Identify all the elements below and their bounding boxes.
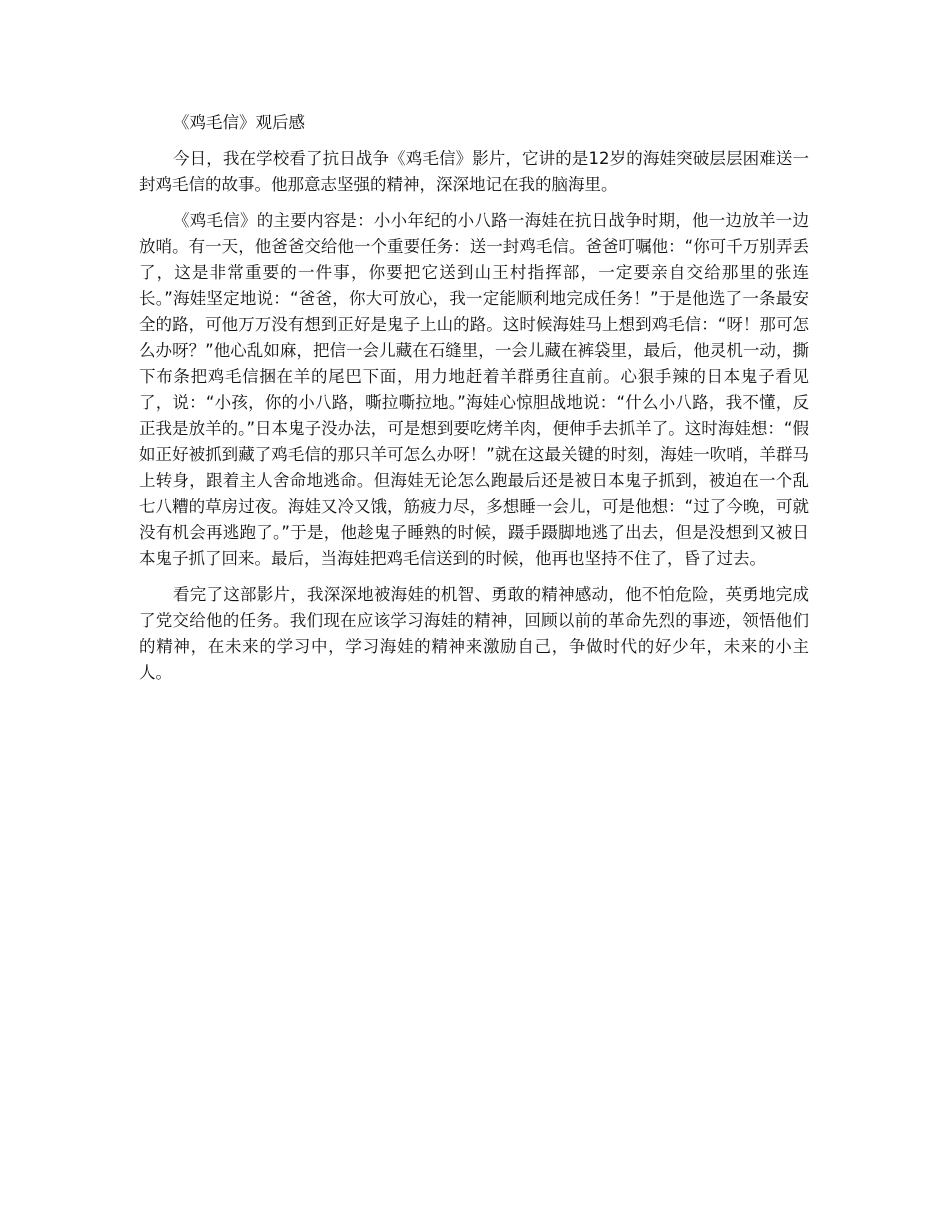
document-title: 《鸡毛信》观后感 <box>173 113 305 132</box>
paragraph-intro: 今日，我在学校看了抗日战争《鸡毛信》影片，它讲的是12岁的海娃突破层层困难送一封鸡毛信的故事。他那意志坚强的精神，深深地记在我的脑海里。 <box>139 149 809 194</box>
document-page <box>139 110 809 696</box>
paragraph-conclusion: 看完了这部影片，我深深地被海娃的机智、勇敢的精神感动，他不怕危险，英勇地完成了党交给他的任务。我们现在应该学习海娃的精神，回顾以前的革命先烈的事迹，领悟他们的精神，在未来的学习中，学习海娃的精神来激励自己，争做时代的好少年，未来的小主人。 <box>139 585 809 682</box>
paragraph-summary: 《鸡毛信》的主要内容是：小小年纪的小八路一海娃在抗日战争时期，他一边放羊一边放哨。有一天，他爸爸交给他一个重要任务：送一封鸡毛信。爸爸叮嘱他：“你可千万别弄丢了，这是非常重要的一件事，你要把它送到山王村指挥部，一定要亲自交给那里的张连长。”海娃坚定地说：“爸爸，你大可放心，我一定能顺利地完成任务！”于是他选了一条最安全的路，可他万万没有想到正好是鬼子上山的路。这时候海娃马上想到鸡毛信：“呀！那可怎么办呀？”他心乱如麻，把信一会儿藏在石缝里，一会儿藏在裤袋里，最后，他灵机一动，撕下布条把鸡毛信捆在羊的尾巴下面，用力地赶着羊群勇往直前。心狠手辣的日本鬼子看见了，说：“小孩，你的小八路，嘶拉嘶拉地。”海娃心惊胆战地说：“什么小八路，我不懂，反正我是放羊的。”日本鬼子没办法，可是想到要吃烤羊肉，便伸手去抓羊了。这时海娃想：“假如正好被抓到藏了鸡毛信的那只羊可怎么办呀！”就在这最关键的时刻，海娃一吹哨，羊群马上转身，跟着主人舍命地逃命。但海娃无论怎么跑最后还是被日本鬼子抓到，被迫在一个乱七八糟的草房过夜。海娃又冷又饿，筋疲力尽，多想睡一会儿，可是他想：“过了今晚，可就没有机会再逃跑了。”于是，他趁鬼子睡熟的时候，蹑手蹑脚地逃了出去，但是没想到又被日本鬼子抓了回来。最后，当海娃把鸡毛信送到的时候，他再也坚持不住了，昏了过去。 <box>139 211 809 568</box>
